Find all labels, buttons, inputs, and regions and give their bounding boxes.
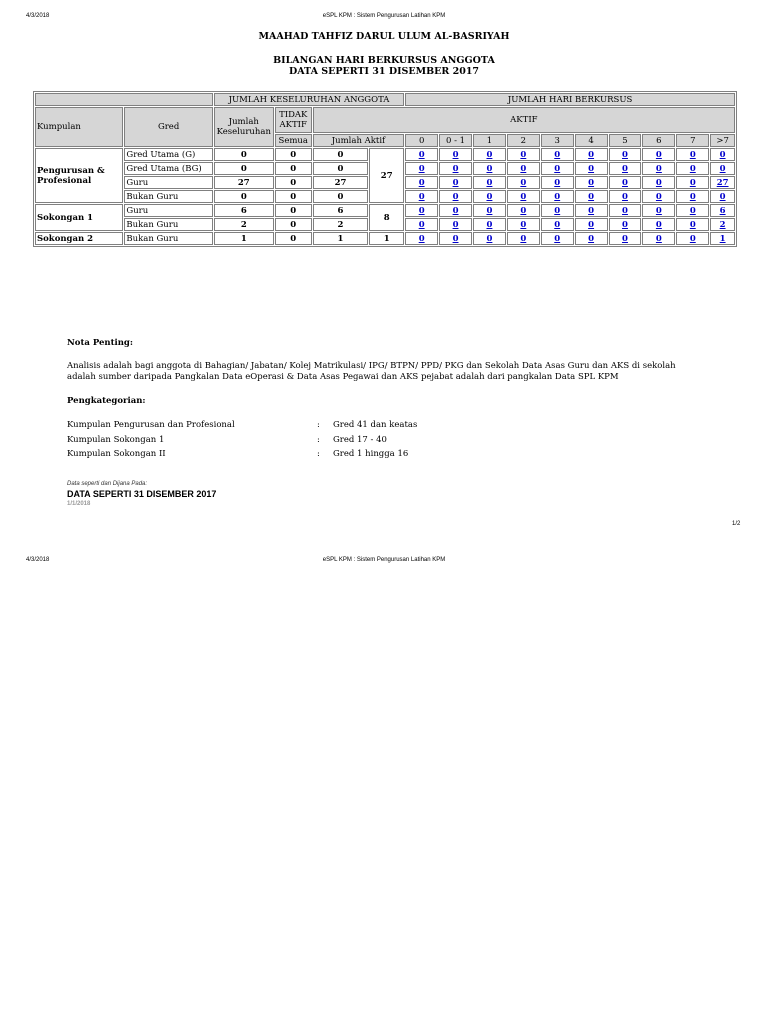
day-count-link[interactable]: 2 bbox=[719, 219, 726, 230]
day-count-link[interactable]: 0 bbox=[622, 191, 628, 202]
header-jumlah-keseluruhan-anggota: JUMLAH KESELURUHAN ANGGOTA bbox=[214, 93, 404, 106]
day-count-cell bbox=[676, 162, 709, 175]
day-count-link[interactable]: 0 bbox=[520, 233, 527, 244]
day-count-cell bbox=[541, 176, 574, 189]
day-count-link[interactable]: 0 bbox=[554, 163, 561, 174]
tidak-aktif-cell: 0 bbox=[275, 176, 312, 189]
day-count-cell bbox=[676, 232, 709, 245]
header-day-2: 1 bbox=[473, 134, 506, 147]
day-count-cell bbox=[405, 204, 438, 217]
day-count-cell bbox=[405, 148, 438, 161]
group-name: Sokongan 1 bbox=[35, 204, 123, 231]
notes-text: Analisis adalah bagi anggota di Bahagian/ Jabatan/ Kolej Matrikulasi/ IPG/ BTPN/ PPD/ PKG dan Sekolah Data Asas Guru dan AKS di sekolah adalah sumber daripada Pangkalan Data eOperasi & Data Asas Pegawai dan AKS pejabat adalah dari pangkalan Data SPL KPM bbox=[67, 361, 676, 382]
day-count-link[interactable]: 0 bbox=[689, 205, 696, 216]
day-count-cell bbox=[710, 218, 735, 231]
day-count-cell bbox=[405, 218, 438, 231]
day-count-link[interactable]: 0 bbox=[588, 177, 595, 188]
day-count-cell bbox=[710, 176, 735, 189]
header-day-0: 0 bbox=[405, 134, 438, 147]
day-count-cell bbox=[473, 162, 506, 175]
day-count-cell bbox=[473, 218, 506, 231]
footer-generated-date: 1/1/2018 bbox=[67, 501, 91, 507]
jumlah-keseluruhan-cell: 27 bbox=[214, 176, 274, 189]
day-count-link[interactable]: 0 bbox=[486, 163, 493, 174]
jumlah-aktif-cell: 0 bbox=[313, 162, 369, 175]
day-count-link[interactable]: 0 bbox=[622, 205, 628, 216]
day-count-link[interactable]: 0 bbox=[719, 191, 726, 202]
day-count-link[interactable]: 0 bbox=[486, 149, 493, 160]
day-count-link[interactable]: 0 bbox=[622, 177, 628, 188]
day-count-cell bbox=[642, 148, 675, 161]
header-day-1: 0 - 1 bbox=[439, 134, 472, 147]
day-count-cell bbox=[439, 190, 472, 203]
group-name: Pengurusan & Profesional bbox=[35, 148, 123, 203]
jumlah-keseluruhan-cell: 0 bbox=[214, 190, 274, 203]
day-count-link[interactable]: 0 bbox=[520, 191, 527, 202]
day-count-cell bbox=[710, 148, 735, 161]
band-header-row bbox=[35, 93, 735, 106]
day-count-link[interactable]: 0 bbox=[486, 233, 493, 244]
category-name: Kumpulan Sokongan 1 bbox=[67, 434, 165, 445]
day-count-link[interactable]: 0 bbox=[418, 191, 425, 202]
header-kumpulan: Kumpulan bbox=[35, 107, 123, 147]
day-count-link[interactable]: 0 bbox=[554, 233, 561, 244]
jumlah-aktif-cell: 2 bbox=[313, 218, 369, 231]
aktif-total-cell: 1 bbox=[369, 232, 404, 245]
tidak-aktif-cell: 0 bbox=[275, 204, 312, 217]
day-count-cell bbox=[541, 190, 574, 203]
day-count-link[interactable]: 0 bbox=[554, 191, 561, 202]
tidak-aktif-cell: 0 bbox=[275, 190, 312, 203]
jumlah-aktif-cell: 0 bbox=[313, 148, 369, 161]
header-day-6: 5 bbox=[609, 134, 642, 147]
day-count-link[interactable]: 0 bbox=[655, 191, 662, 202]
day-count-cell bbox=[609, 176, 642, 189]
day-count-link[interactable]: 0 bbox=[554, 149, 561, 160]
table-row bbox=[35, 204, 735, 217]
day-count-cell bbox=[642, 176, 675, 189]
day-count-cell bbox=[473, 176, 506, 189]
gred-cell: Gred Utama (G) bbox=[124, 148, 212, 161]
day-count-link[interactable]: 6 bbox=[719, 205, 726, 216]
report-title: BILANGAN HARI BERKURSUS ANGGOTA bbox=[273, 55, 495, 66]
category-name: Kumpulan Pengurusan dan Profesional bbox=[67, 420, 235, 430]
header-day-7: 6 bbox=[642, 134, 675, 147]
day-count-cell bbox=[642, 232, 675, 245]
day-count-link[interactable]: 0 bbox=[689, 191, 696, 202]
day-count-link[interactable]: 0 bbox=[588, 219, 595, 230]
jumlah-keseluruhan-cell: 0 bbox=[214, 148, 274, 161]
category-separator: : bbox=[317, 420, 320, 430]
day-count-cell bbox=[541, 232, 574, 245]
day-count-link[interactable]: 0 bbox=[622, 149, 628, 160]
day-count-cell bbox=[575, 218, 608, 231]
day-count-cell bbox=[439, 218, 472, 231]
day-count-cell bbox=[575, 190, 608, 203]
day-count-cell bbox=[473, 190, 506, 203]
day-count-cell bbox=[439, 162, 472, 175]
category-value: Gred 17 - 40 bbox=[333, 434, 387, 445]
day-count-link[interactable]: 0 bbox=[452, 149, 459, 160]
header-day-8: 7 bbox=[676, 134, 709, 147]
day-count-link[interactable]: 0 bbox=[622, 233, 628, 244]
day-count-cell bbox=[575, 176, 608, 189]
jumlah-keseluruhan-cell: 6 bbox=[214, 204, 274, 217]
day-count-cell bbox=[473, 204, 506, 217]
day-count-cell bbox=[541, 218, 574, 231]
category-row bbox=[67, 435, 417, 450]
header-tidak-aktif: TIDAK AKTIF bbox=[275, 107, 312, 133]
day-count-link[interactable]: 0 bbox=[486, 219, 493, 230]
day-count-cell bbox=[710, 190, 735, 203]
header-jumlah-hari-berkursus: JUMLAH HARI BERKURSUS bbox=[405, 93, 735, 106]
day-count-cell bbox=[676, 176, 709, 189]
day-count-link[interactable]: 0 bbox=[719, 149, 726, 160]
day-count-link[interactable]: 0 bbox=[554, 205, 561, 216]
day-count-link[interactable]: 0 bbox=[622, 219, 628, 230]
day-count-cell bbox=[676, 148, 709, 161]
day-count-link[interactable]: 0 bbox=[520, 177, 527, 188]
day-count-link[interactable]: 0 bbox=[655, 219, 662, 230]
day-count-cell bbox=[507, 176, 540, 189]
day-count-link[interactable]: 0 bbox=[418, 177, 425, 188]
day-count-cell bbox=[473, 148, 506, 161]
day-count-link[interactable]: 0 bbox=[452, 191, 459, 202]
day-count-link[interactable]: 0 bbox=[689, 219, 696, 230]
day-count-link[interactable]: 0 bbox=[689, 149, 696, 160]
gred-cell: Gred Utama (BG) bbox=[124, 162, 212, 175]
jumlah-aktif-cell: 27 bbox=[313, 176, 369, 189]
day-count-cell bbox=[507, 148, 540, 161]
header-jumlah-keseluruhan: Jumlah Keseluruhan bbox=[214, 107, 274, 147]
day-count-cell bbox=[507, 204, 540, 217]
gred-cell: Guru bbox=[124, 204, 212, 217]
aktif-total-cell: 27 bbox=[369, 148, 404, 203]
tidak-aktif-cell: 0 bbox=[275, 162, 312, 175]
day-count-cell bbox=[609, 232, 642, 245]
day-count-cell bbox=[575, 232, 608, 245]
jumlah-aktif-cell: 1 bbox=[313, 232, 369, 245]
day-count-cell bbox=[439, 176, 472, 189]
day-count-cell bbox=[642, 204, 675, 217]
day-count-link[interactable]: 0 bbox=[520, 149, 527, 160]
day-count-cell bbox=[609, 204, 642, 217]
table-row bbox=[35, 232, 735, 245]
report-date: DATA SEPERTI 31 DISEMBER 2017 bbox=[288, 66, 480, 77]
day-count-cell bbox=[676, 204, 709, 217]
day-count-cell bbox=[507, 190, 540, 203]
category-value: Gred 1 hingga 16 bbox=[333, 449, 409, 459]
category-row bbox=[67, 449, 417, 464]
day-count-cell bbox=[405, 176, 438, 189]
day-count-link[interactable]: 0 bbox=[689, 233, 696, 244]
day-count-link[interactable]: 0 bbox=[655, 149, 662, 160]
day-count-link[interactable]: 0 bbox=[588, 191, 595, 202]
day-count-link[interactable]: 0 bbox=[588, 163, 595, 174]
jumlah-keseluruhan-cell: 1 bbox=[214, 232, 274, 245]
day-count-link[interactable]: 0 bbox=[418, 149, 425, 160]
day-count-link[interactable]: 0 bbox=[418, 163, 425, 174]
day-count-cell bbox=[405, 232, 438, 245]
day-count-cell bbox=[609, 148, 642, 161]
day-count-link[interactable]: 0 bbox=[452, 205, 459, 216]
day-count-cell bbox=[473, 232, 506, 245]
day-count-cell bbox=[507, 218, 540, 231]
header-gred: Gred bbox=[124, 107, 212, 147]
day-count-cell bbox=[609, 218, 642, 231]
day-count-link[interactable]: 0 bbox=[520, 205, 527, 216]
day-count-cell bbox=[405, 190, 438, 203]
tidak-aktif-cell: 0 bbox=[275, 148, 312, 161]
print-date-page2: 4/3/2018 bbox=[26, 557, 50, 563]
day-count-link[interactable]: 0 bbox=[554, 177, 561, 188]
day-count-cell bbox=[575, 162, 608, 175]
day-count-link[interactable]: 0 bbox=[486, 191, 493, 202]
header-day-3: 2 bbox=[507, 134, 540, 147]
aktif-total-cell: 8 bbox=[369, 204, 404, 231]
jumlah-keseluruhan-cell: 0 bbox=[214, 162, 274, 175]
category-row bbox=[67, 420, 417, 435]
print-site-title: eSPL KPM : Sistem Pengurusan Latihan KPM bbox=[322, 13, 446, 19]
day-count-cell bbox=[609, 190, 642, 203]
page-number: 1/2 bbox=[732, 521, 741, 527]
group-name: Sokongan 2 bbox=[35, 232, 123, 245]
gred-cell: Guru bbox=[124, 176, 212, 189]
day-count-link[interactable]: 0 bbox=[486, 205, 493, 216]
day-count-link[interactable]: 0 bbox=[452, 163, 459, 174]
day-count-cell bbox=[541, 162, 574, 175]
gred-cell: Bukan Guru bbox=[124, 232, 212, 245]
header-day-4: 3 bbox=[541, 134, 574, 147]
day-count-cell bbox=[609, 162, 642, 175]
categories-heading: Pengkategorian: bbox=[67, 396, 146, 406]
category-name: Kumpulan Sokongan II bbox=[67, 449, 166, 459]
day-count-cell bbox=[710, 162, 735, 175]
day-count-link[interactable]: 0 bbox=[418, 205, 425, 216]
footer-data-as-of: DATA SEPERTI 31 DISEMBER 2017 bbox=[67, 489, 217, 499]
categories-table bbox=[67, 420, 417, 464]
day-count-link[interactable]: 0 bbox=[588, 205, 595, 216]
print-date: 4/3/2018 bbox=[26, 13, 50, 19]
day-count-link[interactable]: 0 bbox=[588, 149, 595, 160]
day-count-link[interactable]: 0 bbox=[655, 233, 662, 244]
day-count-link[interactable]: 0 bbox=[554, 219, 561, 230]
category-separator: : bbox=[317, 434, 320, 445]
day-count-link[interactable]: 0 bbox=[452, 177, 459, 188]
day-count-link[interactable]: 0 bbox=[622, 163, 628, 174]
header-jumlah-aktif: Jumlah Aktif bbox=[313, 134, 404, 147]
day-count-cell bbox=[710, 232, 735, 245]
day-count-cell bbox=[642, 190, 675, 203]
day-count-link[interactable]: 1 bbox=[719, 233, 726, 244]
day-count-cell bbox=[439, 232, 472, 245]
day-count-cell bbox=[642, 162, 675, 175]
day-count-link[interactable]: 0 bbox=[655, 163, 662, 174]
day-count-link[interactable]: 0 bbox=[520, 219, 527, 230]
day-count-link[interactable]: 0 bbox=[452, 233, 459, 244]
school-title: MAAHAD TAHFIZ DARUL ULUM AL-BASRIYAH bbox=[258, 31, 510, 42]
day-count-link[interactable]: 0 bbox=[418, 219, 425, 230]
gred-cell: Bukan Guru bbox=[124, 190, 212, 203]
tidak-aktif-cell: 0 bbox=[275, 218, 312, 231]
category-value: Gred 41 dan keatas bbox=[333, 420, 418, 430]
day-count-cell bbox=[439, 148, 472, 161]
day-count-cell bbox=[507, 162, 540, 175]
day-count-cell bbox=[541, 148, 574, 161]
day-count-cell bbox=[676, 190, 709, 203]
jumlah-aktif-cell: 6 bbox=[313, 204, 369, 217]
header-aktif: AKTIF bbox=[313, 107, 735, 133]
day-count-cell bbox=[405, 162, 438, 175]
header-day-5: 4 bbox=[575, 134, 608, 147]
band-blank bbox=[35, 93, 213, 106]
day-count-cell bbox=[575, 204, 608, 217]
tidak-aktif-cell: 0 bbox=[275, 232, 312, 245]
day-count-link[interactable]: 0 bbox=[520, 163, 527, 174]
notes-heading: Nota Penting: bbox=[67, 338, 133, 348]
day-count-cell bbox=[676, 218, 709, 231]
day-count-link[interactable]: 0 bbox=[719, 163, 726, 174]
training-days-table bbox=[33, 91, 737, 247]
day-count-link[interactable]: 0 bbox=[689, 177, 696, 188]
day-count-cell bbox=[541, 204, 574, 217]
header-day-9: >7 bbox=[710, 134, 735, 147]
gred-cell: Bukan Guru bbox=[124, 218, 212, 231]
header-semua: Semua bbox=[275, 134, 312, 147]
day-count-cell bbox=[710, 204, 735, 217]
day-count-cell bbox=[439, 204, 472, 217]
day-count-link[interactable]: 0 bbox=[486, 177, 493, 188]
table-row bbox=[35, 148, 735, 161]
header-row-2 bbox=[35, 107, 735, 133]
jumlah-keseluruhan-cell: 2 bbox=[214, 218, 274, 231]
day-count-link[interactable]: 27 bbox=[716, 177, 729, 188]
day-count-link[interactable]: 0 bbox=[452, 219, 459, 230]
day-count-cell bbox=[575, 148, 608, 161]
print-site-title-page2: eSPL KPM : Sistem Pengurusan Latihan KPM bbox=[322, 557, 446, 563]
day-count-link[interactable]: 0 bbox=[655, 205, 662, 216]
day-count-link[interactable]: 0 bbox=[689, 163, 696, 174]
day-count-link[interactable]: 0 bbox=[588, 233, 595, 244]
day-count-cell bbox=[507, 232, 540, 245]
footer-label: Data seperti dan Dijana Pada: bbox=[67, 481, 148, 487]
day-count-cell bbox=[642, 218, 675, 231]
jumlah-aktif-cell: 0 bbox=[313, 190, 369, 203]
day-count-link[interactable]: 0 bbox=[655, 177, 662, 188]
category-separator: : bbox=[317, 449, 320, 459]
day-count-link[interactable]: 0 bbox=[418, 233, 425, 244]
